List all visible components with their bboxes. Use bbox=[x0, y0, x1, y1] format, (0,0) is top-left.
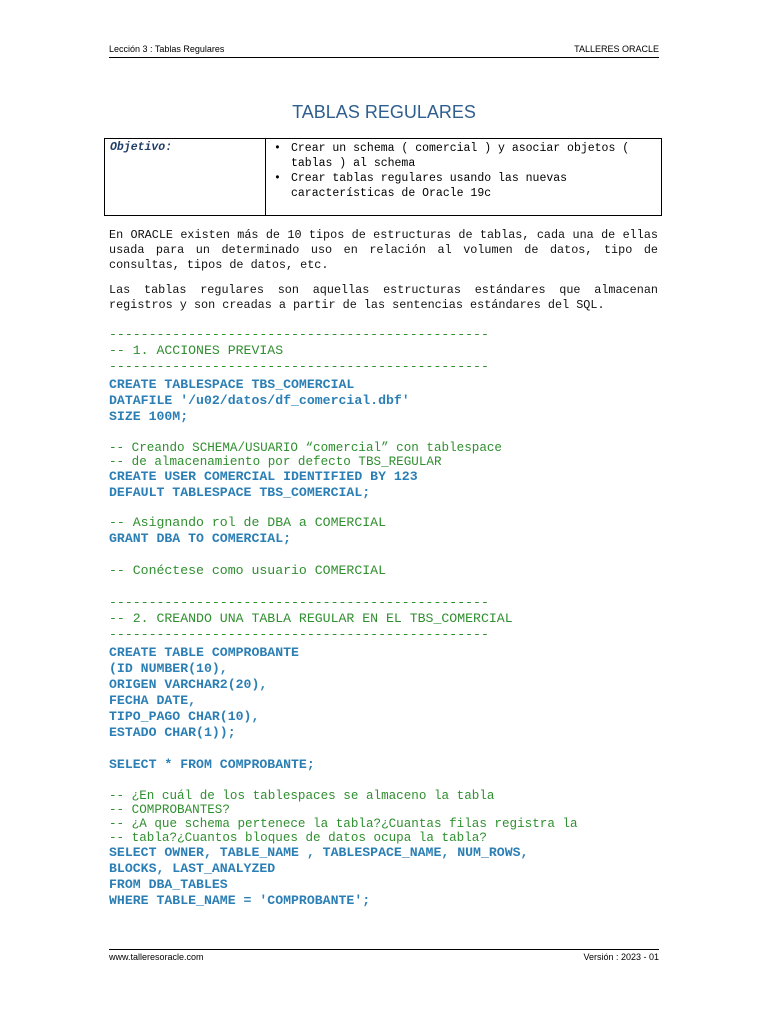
code-line: FROM DBA_TABLES bbox=[109, 877, 228, 892]
code-line: ESTADO CHAR(1)); bbox=[109, 725, 236, 740]
intro-paragraph: En ORACLE existen más de 10 tipos de estructuras de tablas, cada una de ellas usada para un determinado uso en relación al volumen de datos, tipo de consultas, tipos de datos, etc. bbox=[109, 228, 658, 272]
code-line: SIZE 100M; bbox=[109, 409, 189, 424]
code-line: CREATE TABLESPACE TBS_COMERCIAL bbox=[109, 377, 355, 392]
code-comment: -- Creando SCHEMA/USUARIO “comercial” con tablespace bbox=[109, 441, 502, 455]
code-comment: -- Asignando rol de DBA a COMERCIAL bbox=[109, 515, 386, 530]
code-comment: -- de almacenamiento por defecto TBS_REGULAR bbox=[109, 455, 442, 469]
code-comment: -- COMPROBANTES? bbox=[109, 803, 230, 817]
code-section-heading: -- 1. ACCIONES PREVIAS bbox=[109, 343, 284, 358]
code-line: CREATE TABLE COMPROBANTE bbox=[109, 645, 299, 660]
header-brand: TALLERES ORACLE bbox=[574, 44, 659, 54]
code-block bbox=[109, 327, 669, 909]
code-comment: -- ¿En cuál de los tablespaces se almaceno la tabla bbox=[109, 789, 495, 803]
code-separator: ------------------------------------------------ bbox=[109, 327, 489, 342]
objective-content bbox=[266, 139, 662, 216]
code-separator: ------------------------------------------------ bbox=[109, 359, 489, 374]
bullet-icon: • bbox=[274, 172, 281, 185]
code-separator: ------------------------------------------------ bbox=[109, 595, 489, 610]
code-line: FECHA DATE, bbox=[109, 693, 197, 708]
regular-tables-paragraph: Las tablas regulares son aquellas estructuras estándares que almacenan registros y son creadas a partir de las sentencias estándares del SQL. bbox=[109, 283, 658, 312]
objective-item: • Crear un schema ( comercial ) y asociar objetos ( tablas ) al schema bbox=[274, 142, 630, 170]
objective-label: Objetivo: bbox=[105, 139, 266, 216]
page-title: TABLAS REGULARES bbox=[292, 102, 476, 122]
code-section-heading: -- 2. CREANDO UNA TABLA REGULAR EN EL TBS_COMERCIAL bbox=[109, 611, 513, 626]
code-line: SELECT * FROM COMPROBANTE; bbox=[109, 757, 315, 772]
code-comment: -- ¿A que schema pertenece la tabla?¿Cuantas filas registra la bbox=[109, 817, 578, 831]
code-separator: ------------------------------------------------ bbox=[109, 627, 489, 642]
footer-website: www.talleresoracle.com bbox=[109, 952, 204, 962]
code-line: ORIGEN VARCHAR2(20), bbox=[109, 677, 268, 692]
code-line: BLOCKS, LAST_ANALYZED bbox=[109, 861, 276, 876]
code-line: DATAFILE '/u02/datos/df_comercial.dbf' bbox=[109, 393, 410, 408]
code-comment: -- Conéctese como usuario COMERCIAL bbox=[109, 563, 386, 578]
header-lesson: Lección 3 : Tablas Regulares bbox=[109, 44, 225, 54]
header-divider bbox=[109, 57, 659, 58]
objective-table bbox=[104, 138, 662, 216]
page-footer bbox=[109, 952, 659, 966]
page-header bbox=[109, 42, 659, 58]
objective-item: • Crear tablas regulares usando las nuevas características de Oracle 19c bbox=[274, 172, 568, 200]
bullet-icon: • bbox=[274, 142, 281, 155]
code-line: GRANT DBA TO COMERCIAL; bbox=[109, 531, 292, 546]
code-line: (ID NUMBER(10), bbox=[109, 661, 228, 676]
code-comment: -- tabla?¿Cuantos bloques de datos ocupa la tabla? bbox=[109, 831, 487, 845]
code-line: CREATE USER COMERCIAL IDENTIFIED BY 123 bbox=[109, 469, 418, 484]
code-line: DEFAULT TABLESPACE TBS_COMERCIAL; bbox=[109, 485, 371, 500]
code-line: TIPO_PAGO CHAR(10), bbox=[109, 709, 260, 724]
objective-list bbox=[271, 141, 656, 201]
code-line: WHERE TABLE_NAME = 'COMPROBANTE'; bbox=[109, 893, 371, 908]
footer-divider bbox=[109, 949, 659, 950]
footer-version: Versión : 2023 - 01 bbox=[583, 952, 659, 962]
code-line: SELECT OWNER, TABLE_NAME , TABLESPACE_NAME, NUM_ROWS, bbox=[109, 845, 529, 860]
